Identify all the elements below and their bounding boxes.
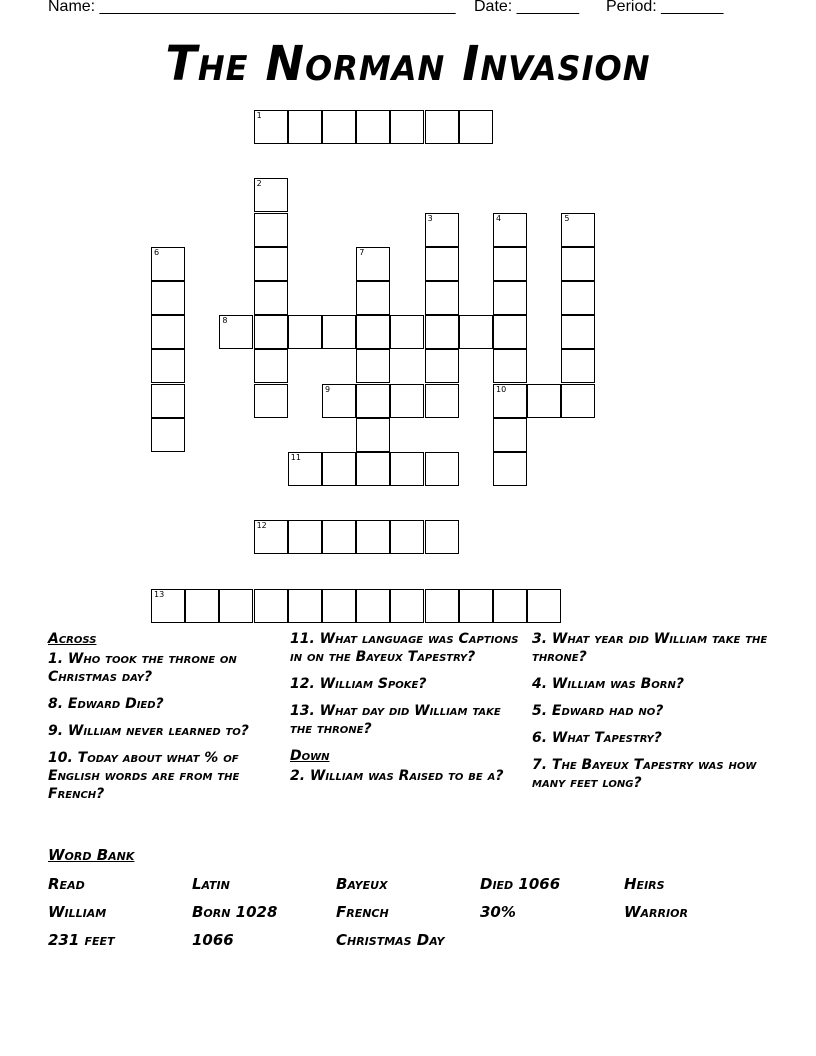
across-heading: Across (48, 631, 97, 647)
crossword-cell[interactable] (356, 520, 390, 554)
word-bank-item: Christmas Day (336, 931, 445, 949)
crossword-cell[interactable] (151, 315, 185, 349)
clue-down-7: 7. The Bayeux Tapestry was how many feet long? (532, 757, 757, 791)
word-bank-item: Latin (192, 875, 230, 893)
crossword-cell[interactable] (322, 384, 356, 418)
crossword-cell[interactable] (151, 589, 185, 623)
crossword-cell[interactable] (254, 349, 288, 383)
crossword-cell[interactable] (356, 589, 390, 623)
clue-number: 13 (154, 589, 165, 599)
crossword-cell[interactable] (254, 213, 288, 247)
crossword-cell[interactable] (254, 520, 288, 554)
crossword-cell[interactable] (356, 110, 390, 144)
clue-across-13: 13. What day did William take the throne? (290, 703, 501, 737)
clue-across-11: 11. What language was Captions in on the Bayeux Tapestry? (290, 631, 519, 665)
crossword-cell[interactable] (288, 315, 322, 349)
clue-number: 9 (325, 384, 331, 394)
crossword-cell[interactable] (493, 384, 527, 418)
crossword-cell[interactable] (493, 589, 527, 623)
crossword-cell[interactable] (390, 384, 424, 418)
word-bank-item: Bayeux (336, 875, 388, 893)
crossword-cell[interactable] (390, 520, 424, 554)
clue-down-3: 3. What year did William take the throne? (532, 631, 768, 665)
clue-down-2: 2. William was Raised to be a? (290, 768, 504, 784)
clue-number: 10 (496, 384, 507, 394)
clue-number: 5 (564, 213, 570, 223)
crossword-cell[interactable] (493, 418, 527, 452)
crossword-cell[interactable] (425, 213, 459, 247)
crossword-cell[interactable] (425, 349, 459, 383)
clue-across-10: 10. Today about what % of English words are from the French? (48, 750, 240, 802)
date-field[interactable]: Date: _______ (474, 0, 579, 15)
crossword-cell[interactable] (459, 315, 493, 349)
word-bank-item: 1066 (192, 931, 234, 949)
crossword-cell[interactable] (493, 247, 527, 281)
crossword-cell[interactable] (425, 384, 459, 418)
page-title: The Norman Invasion (165, 34, 651, 92)
crossword-cell[interactable] (288, 452, 322, 486)
clue-number: 6 (154, 247, 160, 257)
word-bank-item: 231 feet (48, 931, 115, 949)
crossword-cell[interactable] (425, 315, 459, 349)
clue-number: 12 (256, 521, 267, 531)
crossword-cell[interactable] (561, 281, 595, 315)
clue-number: 7 (359, 247, 365, 257)
clues-column-3 (532, 630, 772, 801)
crossword-cell[interactable] (356, 281, 390, 315)
clue-number: 1 (256, 111, 262, 120)
crossword-cell[interactable] (288, 520, 322, 554)
crossword-cell[interactable] (493, 452, 527, 486)
crossword-cell[interactable] (356, 452, 390, 486)
word-bank-item: Heirs (624, 875, 665, 893)
name-field[interactable]: Name: ________________________________________ (48, 0, 456, 15)
word-bank-item: Died 1066 (480, 875, 561, 893)
crossword-cell[interactable] (425, 589, 459, 623)
crossword-cell[interactable] (390, 452, 424, 486)
clue-number: 4 (496, 213, 502, 223)
crossword-cell[interactable] (425, 520, 459, 554)
crossword-cell[interactable] (561, 384, 595, 418)
crossword-cell[interactable] (527, 384, 561, 418)
word-bank-item: Born 1028 (192, 903, 278, 921)
crossword-cell[interactable] (219, 589, 253, 623)
clue-across-12: 12. William Spoke? (290, 676, 427, 692)
crossword-cell[interactable] (356, 349, 390, 383)
crossword-cell[interactable] (322, 589, 356, 623)
crossword-cell[interactable] (356, 247, 390, 281)
crossword-cell[interactable] (561, 213, 595, 247)
crossword-cell[interactable] (459, 589, 493, 623)
crossword-cell[interactable] (356, 315, 390, 349)
crossword-cell[interactable] (322, 520, 356, 554)
word-bank-item: French (336, 903, 389, 921)
crossword-cell[interactable] (254, 589, 288, 623)
crossword-cell[interactable] (425, 452, 459, 486)
crossword-cell[interactable] (254, 315, 288, 349)
crossword-cell[interactable] (390, 589, 424, 623)
crossword-cell[interactable] (322, 315, 356, 349)
crossword-cell[interactable] (151, 349, 185, 383)
crossword-cell[interactable] (151, 247, 185, 281)
crossword-cell[interactable] (561, 349, 595, 383)
crossword-cell[interactable] (254, 178, 288, 212)
crossword-cell[interactable] (151, 418, 185, 452)
crossword-cell[interactable] (151, 384, 185, 418)
clue-number: 3 (427, 213, 433, 223)
crossword-cell[interactable] (493, 213, 527, 247)
crossword-cell[interactable] (459, 110, 493, 144)
crossword-cell[interactable] (254, 281, 288, 315)
clue-down-5: 5. Edward had no? (532, 703, 664, 719)
crossword-cell[interactable] (322, 110, 356, 144)
crossword-cell[interactable] (527, 589, 561, 623)
word-bank-item: William (48, 903, 107, 921)
crossword-cell[interactable] (219, 315, 253, 349)
crossword-cell[interactable] (185, 589, 219, 623)
crossword-cell[interactable] (254, 110, 288, 144)
crossword-cell[interactable] (254, 247, 288, 281)
down-heading: Down (290, 748, 330, 764)
crossword-cell[interactable] (390, 315, 424, 349)
word-bank-item: Warrior (624, 903, 688, 921)
crossword-cell[interactable] (356, 384, 390, 418)
crossword-cell[interactable] (425, 110, 459, 144)
crossword-cell[interactable] (390, 110, 424, 144)
crossword-cell[interactable] (425, 281, 459, 315)
crossword-cell[interactable] (493, 349, 527, 383)
crossword-cell[interactable] (254, 384, 288, 418)
clue-across-8: 8. Edward Died? (48, 696, 164, 712)
clue-down-6: 6. What Tapestry? (532, 730, 662, 746)
crossword-cell[interactable] (151, 281, 185, 315)
crossword-cell[interactable] (356, 418, 390, 452)
clue-across-1: 1. Who took the throne on Christmas day? (48, 651, 237, 685)
word-bank-item: 30% (480, 903, 516, 921)
crossword-cell[interactable] (288, 110, 322, 144)
clues-column-1 (48, 630, 278, 812)
crossword-cell[interactable] (425, 247, 459, 281)
crossword-cell[interactable] (561, 247, 595, 281)
clue-number: 11 (290, 453, 301, 462)
period-field[interactable]: Period: _______ (606, 0, 724, 15)
crossword-cell[interactable] (322, 452, 356, 486)
clues-column-2 (290, 630, 522, 794)
word-bank-heading: Word Bank (48, 846, 135, 864)
clue-number: 8 (222, 316, 228, 326)
crossword-cell[interactable] (493, 281, 527, 315)
crossword-cell[interactable] (288, 589, 322, 623)
clue-across-9: 9. William never learned to? (48, 723, 249, 739)
crossword-cell[interactable] (561, 315, 595, 349)
clue-down-4: 4. William was Born? (532, 676, 684, 692)
clue-number: 2 (256, 179, 262, 189)
word-bank-item: Read (48, 875, 85, 893)
crossword-cell[interactable] (493, 315, 527, 349)
